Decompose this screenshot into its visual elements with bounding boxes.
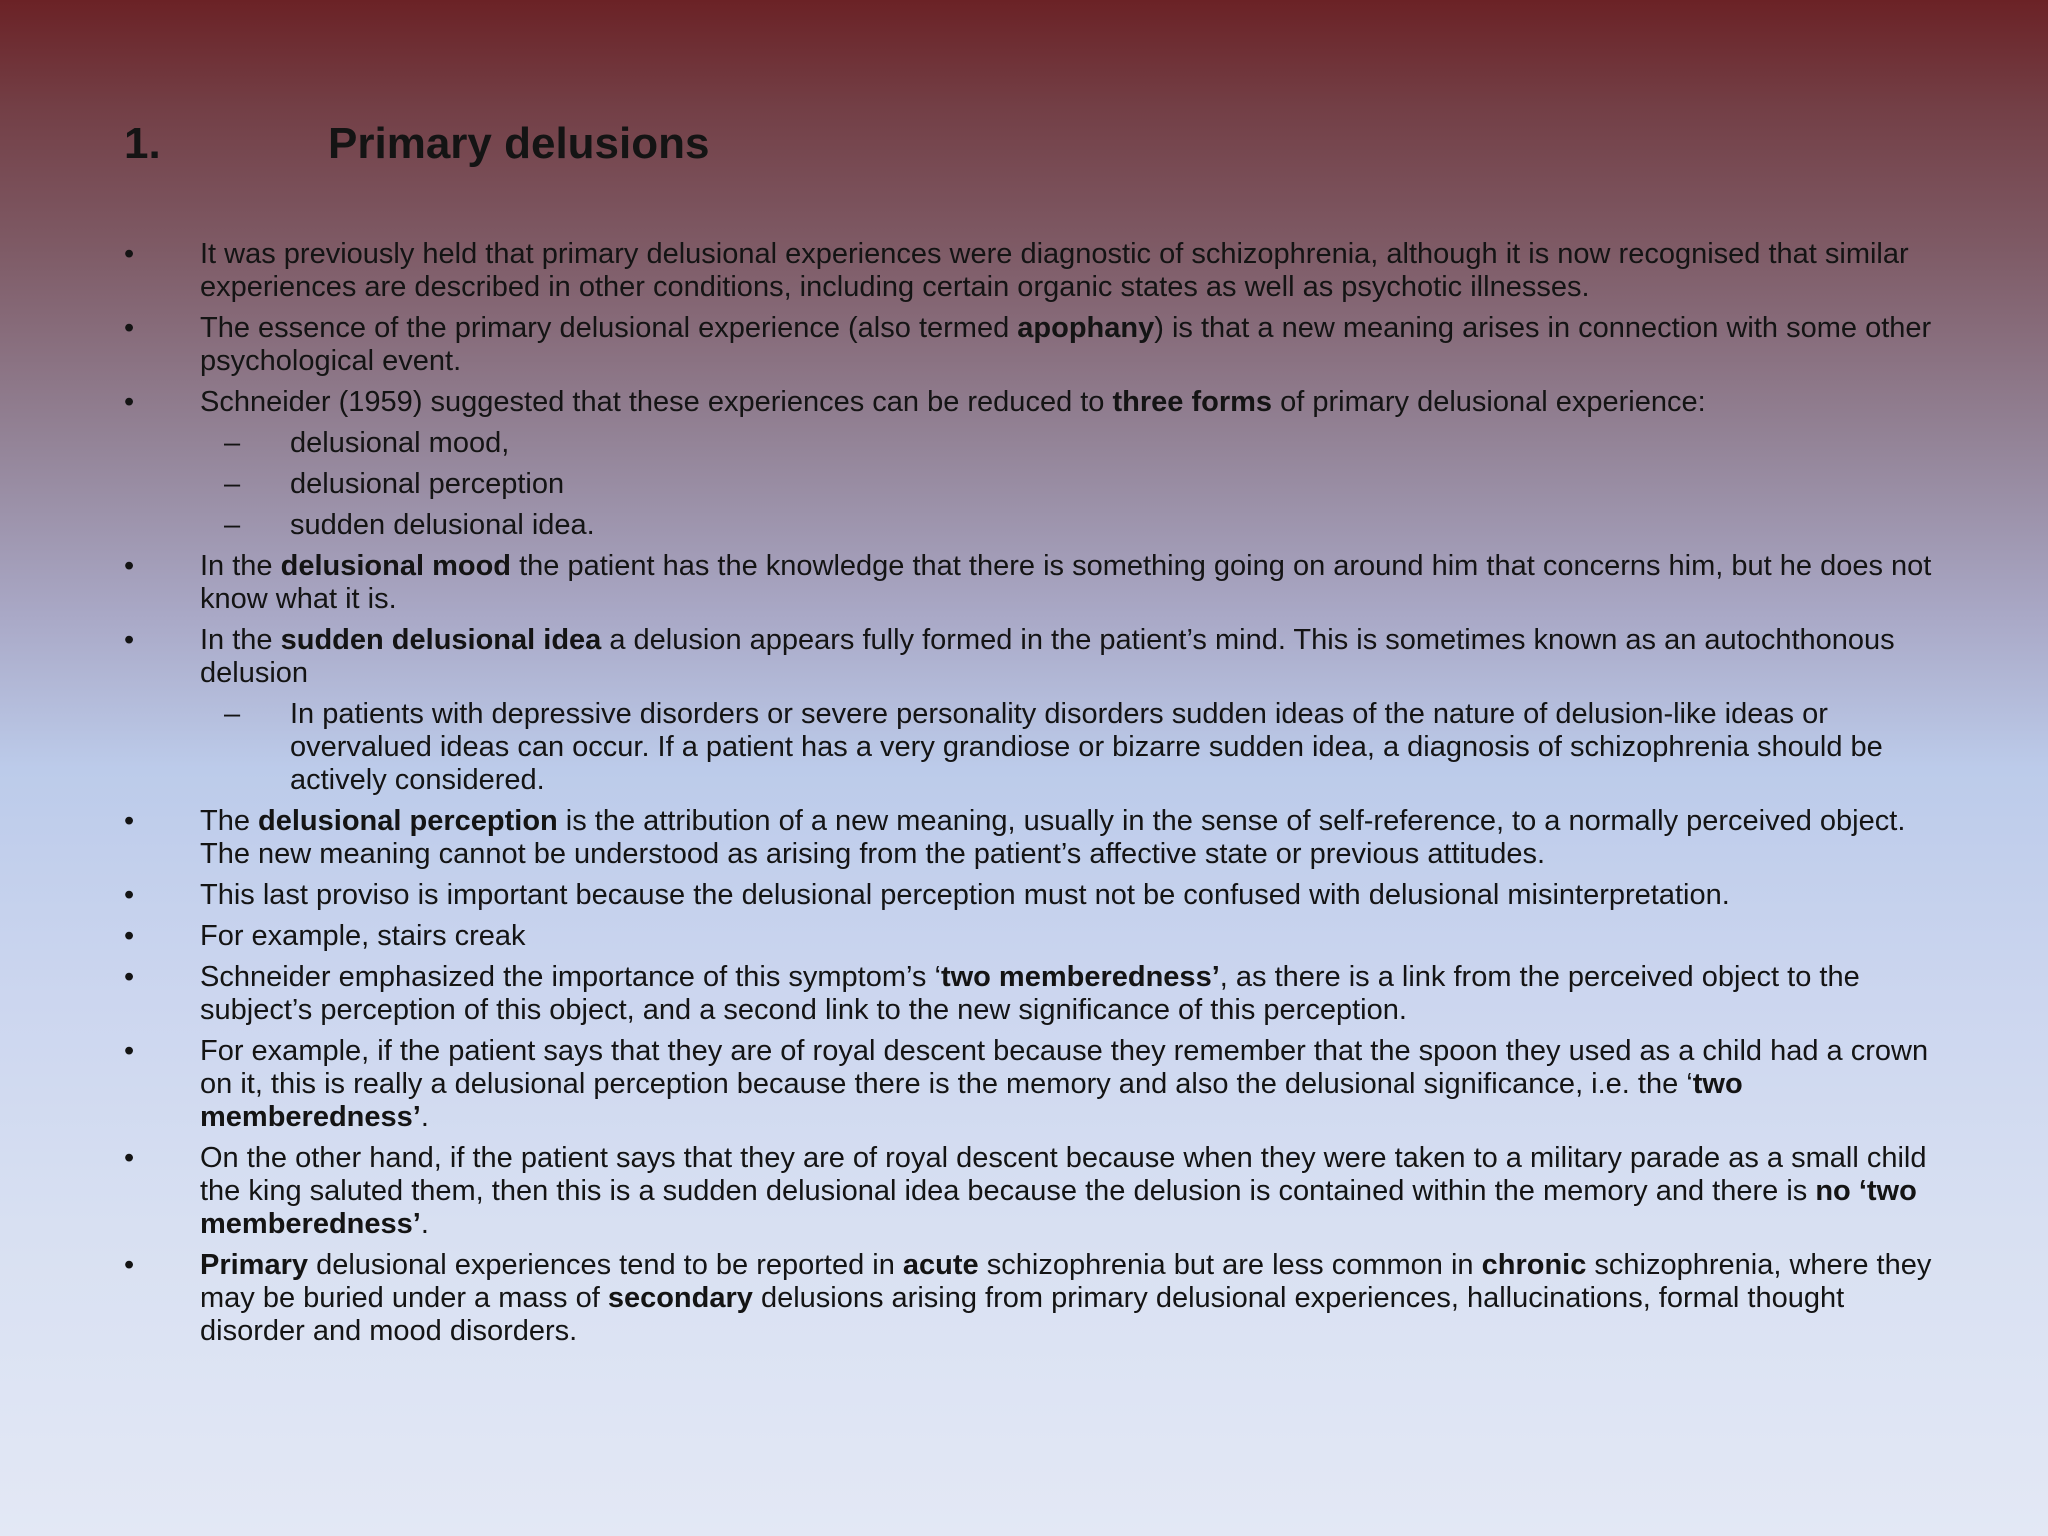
bullet-marker: •	[124, 1142, 135, 1174]
bullet-marker: •	[124, 879, 135, 911]
bullet-item	[124, 1249, 1934, 1348]
bullet-marker: •	[124, 624, 135, 656]
text-run: On the other hand, if the patient says that they are of royal descent because when they were taken to a military parade as a small child the king saluted them, then this is a sudden delusional idea because the delusion is contained within the memory and there is	[200, 1142, 1927, 1207]
bullet-text	[200, 961, 1860, 1026]
sub-bullet-item	[124, 698, 1934, 797]
dash-marker: –	[224, 468, 241, 500]
text-run: In the	[200, 550, 281, 582]
text-run: This last proviso is important because the delusional perception must not be confused with delusional misinterpretation.	[200, 879, 1730, 911]
bullet-text	[200, 312, 1931, 377]
text-run: .	[420, 1101, 429, 1133]
bullet-item	[124, 624, 1934, 690]
text-run: schizophrenia but are less common in	[978, 1249, 1482, 1281]
text-run: ) is that a new meaning arises in connection with some other psychological event.	[200, 312, 1932, 377]
text-run: is the attribution of a new meaning, usually in the sense of self-reference, to a normally perceived object. The new meaning cannot be understood as arising from the patient’s affective state or previous attitudes.	[200, 805, 1906, 870]
bullet-text	[200, 805, 1905, 870]
bold-text: chronic	[1481, 1249, 1587, 1281]
bullet-text	[200, 1035, 1928, 1133]
text-run: Schneider (1959) suggested that these experiences can be reduced to	[200, 386, 1113, 418]
dash-marker: –	[224, 698, 241, 730]
bullet-item	[124, 550, 1934, 616]
text-run: Schneider emphasized the importance of this symptom’s ‘	[200, 961, 941, 993]
bullet-text	[200, 386, 1706, 418]
bullet-item	[124, 1035, 1934, 1134]
slide-title	[124, 116, 709, 172]
dash-marker: –	[224, 427, 241, 459]
bullet-marker: •	[124, 550, 135, 582]
bold-text: two memberedness’	[940, 961, 1220, 993]
bullet-text	[200, 1142, 1926, 1240]
title-text: Primary delusions	[328, 119, 710, 168]
bold-text: secondary	[607, 1282, 753, 1314]
bullet-text	[200, 238, 1909, 303]
bullet-list	[124, 238, 1934, 1356]
text-run: It was previously held that primary delusional experiences were diagnostic of schizophrenia, although it is now recognised that similar experiences are described in other conditions, including certain organic states as well as psychotic illnesses.	[200, 238, 1909, 303]
bullet-item	[124, 1142, 1934, 1241]
bullet-marker: •	[124, 312, 135, 344]
text-run: the patient has the knowledge that there is something going on around him that concerns him, but he does not know what it is.	[200, 550, 1932, 615]
bullet-text	[290, 468, 564, 500]
bold-text: delusional perception	[258, 805, 558, 837]
text-run: In patients with depressive disorders or severe personality disorders sudden ideas of the nature of delusion-like ideas or overvalued ideas can occur. If a patient has a very grandiose or bizarre sudden idea, a diagnosis of schizophrenia should be actively considered.	[290, 698, 1883, 796]
bold-text: apophany	[1017, 312, 1155, 344]
bullet-marker: •	[124, 805, 135, 837]
bullet-text	[290, 427, 509, 459]
bullet-item	[124, 805, 1934, 871]
text-run: The	[200, 805, 259, 837]
text-run: .	[420, 1208, 429, 1240]
text-run: delusional mood,	[290, 427, 510, 459]
text-run: For example, if the patient says that they are of royal descent because they remember that the spoon they used as a child had a crown on it, this is really a delusional perception because there is the memory and also the delusional significance, i.e. the ‘	[200, 1035, 1929, 1100]
text-run: For example, stairs creak	[200, 920, 526, 952]
bullet-marker: •	[124, 920, 135, 952]
text-run: of primary delusional experience:	[1272, 386, 1706, 418]
bullet-text	[200, 879, 1730, 911]
bullet-marker: •	[124, 1035, 135, 1067]
dash-marker: –	[224, 509, 241, 541]
bullet-text	[200, 920, 526, 952]
bold-text: two memberedness’	[200, 1068, 1743, 1133]
sub-bullet-item	[124, 509, 1934, 542]
text-run: The essence of the primary delusional experience (also termed	[200, 312, 1018, 344]
bullet-text	[200, 1249, 1931, 1347]
bullet-item	[124, 238, 1934, 304]
bullet-item	[124, 879, 1934, 912]
sub-bullet-item	[124, 427, 1934, 460]
text-run: sudden delusional idea.	[290, 509, 595, 541]
bold-text: delusional mood	[280, 550, 512, 582]
bold-text: Primary	[200, 1249, 309, 1281]
bold-text: sudden delusional idea	[280, 624, 602, 656]
bullet-item	[124, 920, 1934, 953]
text-run: a delusion appears fully formed in the patient’s mind. This is sometimes known as an autochthonous delusion	[200, 624, 1895, 689]
bullet-text	[290, 698, 1883, 796]
bullet-item	[124, 961, 1934, 1027]
bold-text: no ‘two memberedness’	[200, 1175, 1917, 1240]
text-run: delusional experiences tend to be reported in	[308, 1249, 903, 1281]
text-run: delusions arising from primary delusional experiences, hallucinations, formal thought disorder and mood disorders.	[200, 1282, 1845, 1347]
bullet-text	[290, 509, 595, 541]
bullet-item	[124, 312, 1934, 378]
bold-text: acute	[902, 1249, 979, 1281]
bullet-text	[200, 624, 1895, 689]
text-run: delusional perception	[290, 468, 565, 500]
text-run: In the	[200, 624, 281, 656]
sub-bullet-item	[124, 468, 1934, 501]
bullet-marker: •	[124, 386, 135, 418]
bullet-marker: •	[124, 1249, 135, 1281]
text-run: schizophrenia, where they may be buried under a mass of	[200, 1249, 1932, 1314]
title-number: 1.	[124, 119, 161, 168]
bullet-text	[200, 550, 1931, 615]
bullet-marker: •	[124, 238, 135, 270]
text-run: , as there is a link from the perceived object to the subject’s perception of this object, and a second link to the new significance of this perception.	[200, 961, 1860, 1026]
bold-text: three forms	[1112, 386, 1273, 418]
bullet-marker: •	[124, 961, 135, 993]
bullet-item	[124, 386, 1934, 419]
